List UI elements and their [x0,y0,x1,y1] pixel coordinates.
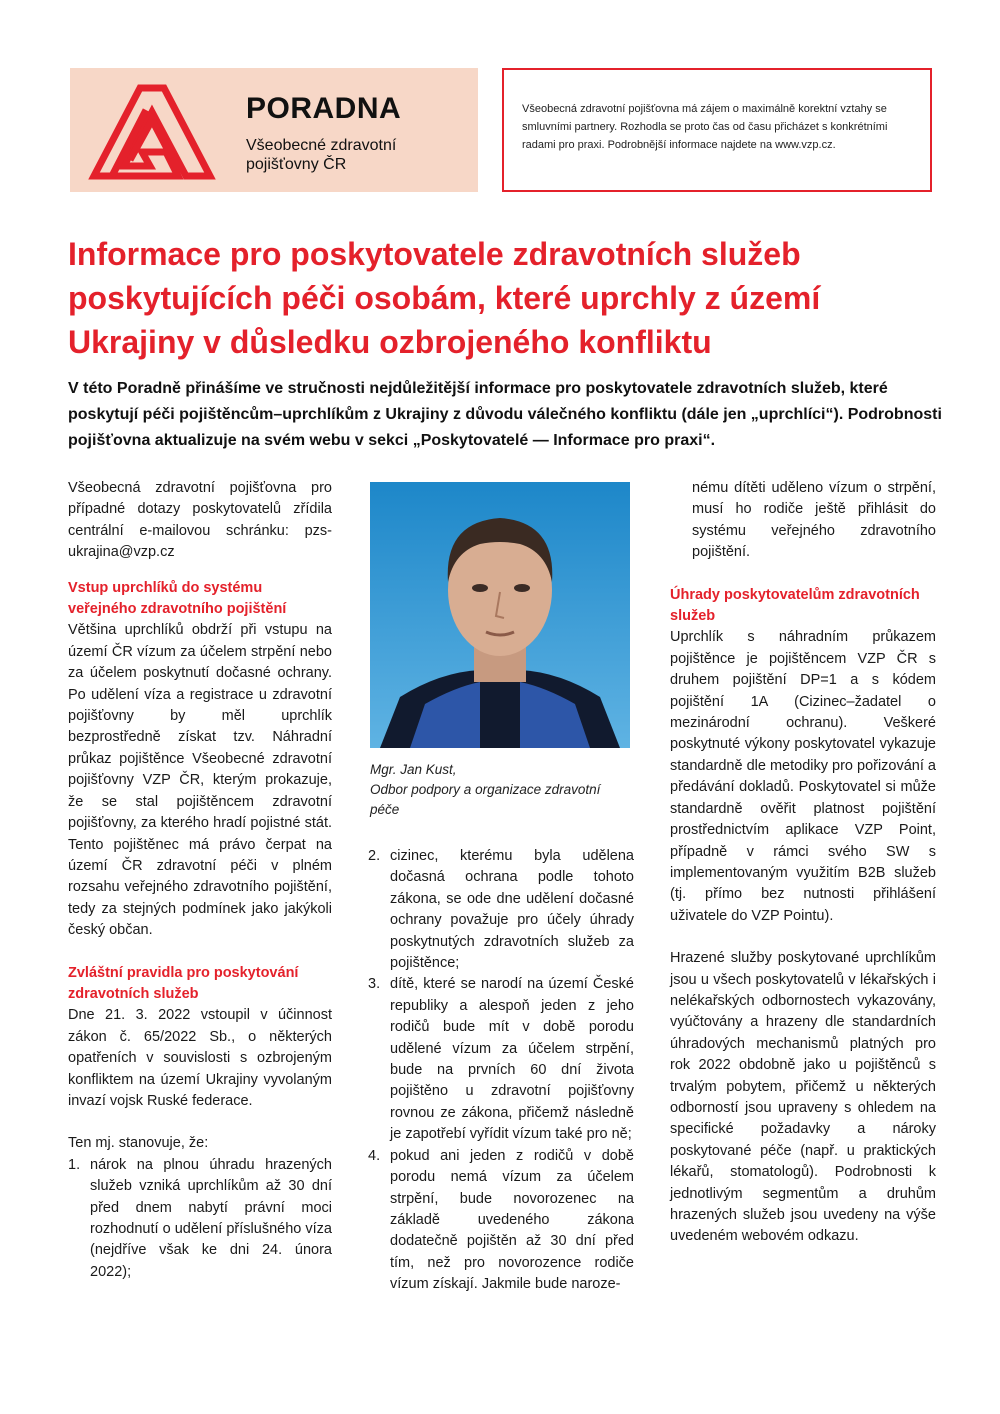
paragraph-uhrady: Uprchlík s náhradním průkazem pojištěnce je pojištěncem VZP ČR s druhem pojištění DP=1 a s kódem pojištění 1A (Cizinec–žadatel o mezinárodní ochranu). Veškeré poskytnuté výkony poskytovatel vykazuje standardně dle metodiky pro pořizování a předávání dokladů. Poskytovatel si může standardně ověřit platnost pojištění prostřednictvím aplikace VZP Point, případně v rámci svého SW s implementovaným využitím B2B služeb (tj. přímo bez nutnosti přihlášení uživatele do VZP Pointu). [670,629,936,924]
poradna-header-box [70,68,478,192]
paragraph-pravidla: Dne 21. 3. 2022 vstoupil v účinnost zákon č. 65/2022 Sb., o některých opatřeních v souvislosti s ozbrojeným konfliktem na území Ukrajiny vyvolaným invazí vojsk Ruské federace. [68,1007,332,1109]
photo-caption [370,760,630,820]
rules-list-part-1 [68,1155,332,1283]
list-item: 2. cizinec, kterému byla udělena dočasná ochrana podle tohoto zákona, se ode dne udělení dočasné ochrany považuje pro účely úhrady poskytnutých zdravotních služeb za pojištěnce; [368,848,634,972]
heading-uhrady: Úhrady poskytovatelům zdravotních služeb [670,586,920,625]
info-box [502,68,932,192]
portrait-photo [370,482,630,748]
continued-paragraph: nému dítěti uděleno vízum o strpění, musí ho rodiče ještě přihlásit do systému veřejného zdravotního pojištění. [692,480,936,561]
caption-role: Odbor podpory a organizace zdravotní péče [370,782,601,817]
column-3 [670,478,936,1248]
list-item: 3. dítě, které se narodí na území České republiky a alespoň jeden z jeho rodičů bude mít v době porodu udělené vízum za účelem strpění, bude na prvních 60 dní života pojištěno u zdravotní pojišťovny rovnou ze zákona, přičemž následně je zapotřebí vyřídit vízum také pro ně; [368,976,634,1143]
brand-subtitle: Všeobecné zdravotní pojišťovny ČR [246,137,397,173]
paragraph-hrazene: Hrazené služby poskytované uprchlíkům jsou u všech poskytovatelů v lékařských i nelékařských odbornostech vykazovány, vyúčtovány a hrazeny dle standardních úhradových mechanismů platných pro rok 2022 obdobně jako u pojištěnců s trvalým pobytem, přičemž u některých odborností jsou upraveny s ohledem na specifické požadavky a nároky poskytované péče (např. u praktických lékařů, stomatologů). Podrobnosti k jednotlivým segmentům a druhům hrazených služeb jsou uvedeny na výše uvedeném webovém odkazu. [670,950,936,1245]
vzp-logo-icon [86,80,216,180]
caption-name: Mgr. Jan Kust, [370,762,457,777]
column-2 [368,846,634,1296]
paragraph-stanovuje: Ten mj. stanovuje, že: [68,1135,209,1152]
intro-paragraph: Všeobecná zdravotní pojišťovna pro případné dotazy poskytovatelů zřídila centrální e-mailovou schránku: pzs-ukrajina@vzp.cz [68,480,332,561]
heading-vstup: Vstup uprchlíků do systému veřejného zdravotního pojištění [68,579,287,618]
info-text: Všeobecná zdravotní pojišťovna má zájem o maximálně korektní vztahy se smluvními partnery. Rozhodla se proto čas od času přicházet s konkrétními radami pro praxi. Podrobnější informace najdete na www.vzp.cz. [522,103,888,151]
brand-title: PORADNA [246,92,402,125]
page-title: Informace pro poskytovatele zdravotních služeb poskytujících péči osobám, které uprchly z území Ukrajiny v důsledku ozbrojeného konfliktu [68,236,821,360]
column-1 [68,478,332,1283]
list-item: 1. nárok na plnou úhradu hrazených služeb vzniká uprchlíkům až 30 dní před dnem nabytí právní moci rozhodnutí o udělení příslušného víza (nejdříve však ke dni 24. února 2022); [68,1156,332,1280]
rules-list-part-2 [368,846,634,1296]
heading-pravidla: Zvláštní pravidla pro poskytování zdravotních služeb [68,964,299,1002]
list-item: 4. pokud ani jeden z rodičů v době porodu nemá vízum za účelem strpění, bude novorozenec na základě uvedeného zákona dodatečně pojištěn až 30 dní před tím, než pro novorozence rodiče vízum získají. Jakmile bude naroze- [368,1147,634,1293]
paragraph-vstup: Většina uprchlíků obdrží při vstupu na území ČR vízum za účelem strpění nebo za účelem poskytnutí dočasné ochrany. Po udělení víza a registrace u zdravotní pojišťovny by měl uprchlík bezprostředně získat tzv. Náhradní průkaz pojištěnce Všeobecné zdravotní pojišťovny VZP ČR, kterým prokazuje, že se stal pojištěncem zdravotní pojišťovny, za kterého hradí pojistné stát. Tento pojištěnec má právo čerpat na území ČR zdravotní péči v plném rozsahu veřejného zdravotního pojištění, tedy za stejných podmínek jako jakýkoli český občan. [68,622,332,939]
lead-paragraph: V této Poradně přinášíme ve stručnosti nejdůležitější informace pro poskytovatele zdravotních služeb, které poskytují péči pojištěncům–uprchlíkům z Ukrajiny z důvodu válečného konfliktu (dále jen „uprchlíci“). Podrobnosti pojišťovna aktualizuje na svém webu v sekci „Poskytovatelé — Informace pro praxi“. [68,380,942,449]
portrait-image [370,482,630,748]
